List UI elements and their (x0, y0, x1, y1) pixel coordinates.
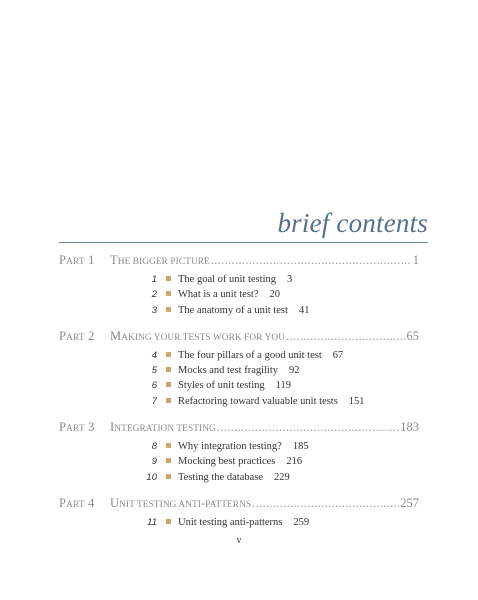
chapter-entry[interactable] (59, 517, 419, 532)
part-title: INTEGRATION TESTING (110, 420, 216, 435)
square-bullet-icon (166, 519, 171, 524)
toc-part (59, 420, 419, 487)
chapter-page-number: 119 (275, 380, 291, 392)
chapter-page-number: 216 (286, 456, 303, 468)
part-page-number: 65 (406, 328, 419, 343)
chapter-page-number: 92 (289, 365, 300, 377)
chapter-entry[interactable] (59, 396, 419, 411)
chapter-page-number: 259 (293, 516, 310, 528)
chapter-title: Refactoring toward valuable unit tests (178, 395, 338, 407)
chapter-list (59, 517, 419, 532)
part-page-number: 1 (412, 253, 419, 267)
dot-leader (286, 329, 405, 344)
square-bullet-icon (166, 367, 171, 372)
part-title: THE BIGGER PICTURE (110, 253, 210, 267)
square-bullet-icon (166, 458, 171, 463)
part-label: PART 4 (59, 495, 95, 510)
chapter-page-number: 229 (273, 471, 290, 483)
part-label: PART 2 (59, 328, 95, 343)
toc-part (59, 496, 419, 532)
page-title: brief contents (277, 208, 428, 238)
chapter-number: 4 (151, 349, 157, 361)
part-heading[interactable] (59, 496, 419, 513)
chapter-entry[interactable] (59, 441, 419, 456)
square-bullet-icon (166, 307, 171, 312)
chapter-number: 6 (151, 380, 157, 392)
chapter-page-number: 67 (332, 349, 344, 361)
square-bullet-icon (166, 382, 171, 387)
chapter-page-number: 151 (348, 395, 365, 407)
chapter-page-number: 20 (269, 289, 280, 301)
square-bullet-icon (166, 398, 171, 403)
chapter-entry[interactable] (59, 365, 419, 380)
part-label: PART 3 (59, 420, 95, 435)
chapter-list (59, 441, 419, 487)
chapter-entry[interactable] (59, 350, 419, 365)
chapter-number: 1 (151, 274, 157, 285)
square-bullet-icon (166, 276, 171, 281)
part-heading[interactable] (59, 329, 419, 346)
chapter-title: Mocking best practices (178, 456, 276, 468)
chapter-title: Unit testing anti-patterns (178, 516, 283, 528)
chapter-title: Testing the database (178, 471, 263, 483)
dot-leader (217, 420, 399, 435)
chapter-number: 11 (147, 516, 157, 528)
toc-part (59, 253, 419, 320)
chapter-title: Why integration testing? (178, 441, 282, 453)
chapter-title: Mocks and test fragility (178, 365, 279, 377)
chapter-entry[interactable] (59, 456, 419, 471)
chapter-title: The anatomy of a unit test (178, 304, 288, 316)
chapter-page-number: 3 (286, 274, 293, 285)
title-rule (59, 242, 428, 243)
chapter-title: What is a unit test? (178, 289, 259, 301)
chapter-title: The four pillars of a good unit test (178, 349, 322, 361)
square-bullet-icon (166, 352, 171, 357)
part-title: UNIT TESTING ANTI-PATTERNS (110, 495, 252, 510)
chapter-number: 2 (151, 289, 157, 301)
chapter-number: 10 (146, 471, 157, 483)
chapter-number: 5 (151, 365, 157, 377)
part-page-number: 183 (400, 420, 419, 435)
chapter-entry[interactable] (59, 305, 419, 320)
chapter-number: 8 (151, 441, 157, 453)
part-title: MAKING YOUR TESTS WORK FOR YOU (110, 328, 286, 343)
dot-leader (252, 496, 399, 511)
chapter-number: 9 (151, 456, 157, 468)
chapter-entry[interactable] (59, 274, 419, 289)
toc-part (59, 329, 419, 411)
chapter-list (59, 350, 419, 411)
table-of-contents (59, 253, 419, 541)
part-label: PART 1 (59, 253, 95, 267)
part-heading[interactable] (59, 253, 419, 270)
chapter-title: Styles of unit testing (178, 380, 265, 392)
chapter-number: 7 (151, 395, 157, 407)
chapter-title: The goal of unit testing (178, 274, 276, 285)
chapter-entry[interactable] (59, 472, 419, 487)
chapter-entry[interactable] (59, 289, 419, 304)
chapter-number: 3 (151, 304, 157, 316)
square-bullet-icon (166, 291, 171, 296)
part-heading[interactable] (59, 420, 419, 437)
dot-leader (211, 253, 412, 268)
square-bullet-icon (166, 443, 171, 448)
part-page-number: 257 (400, 495, 419, 510)
chapter-entry[interactable] (59, 380, 419, 395)
square-bullet-icon (166, 474, 171, 479)
chapter-list (59, 274, 419, 320)
page-folio: v (236, 535, 242, 546)
chapter-page-number: 41 (298, 304, 310, 316)
chapter-page-number: 185 (292, 441, 309, 453)
